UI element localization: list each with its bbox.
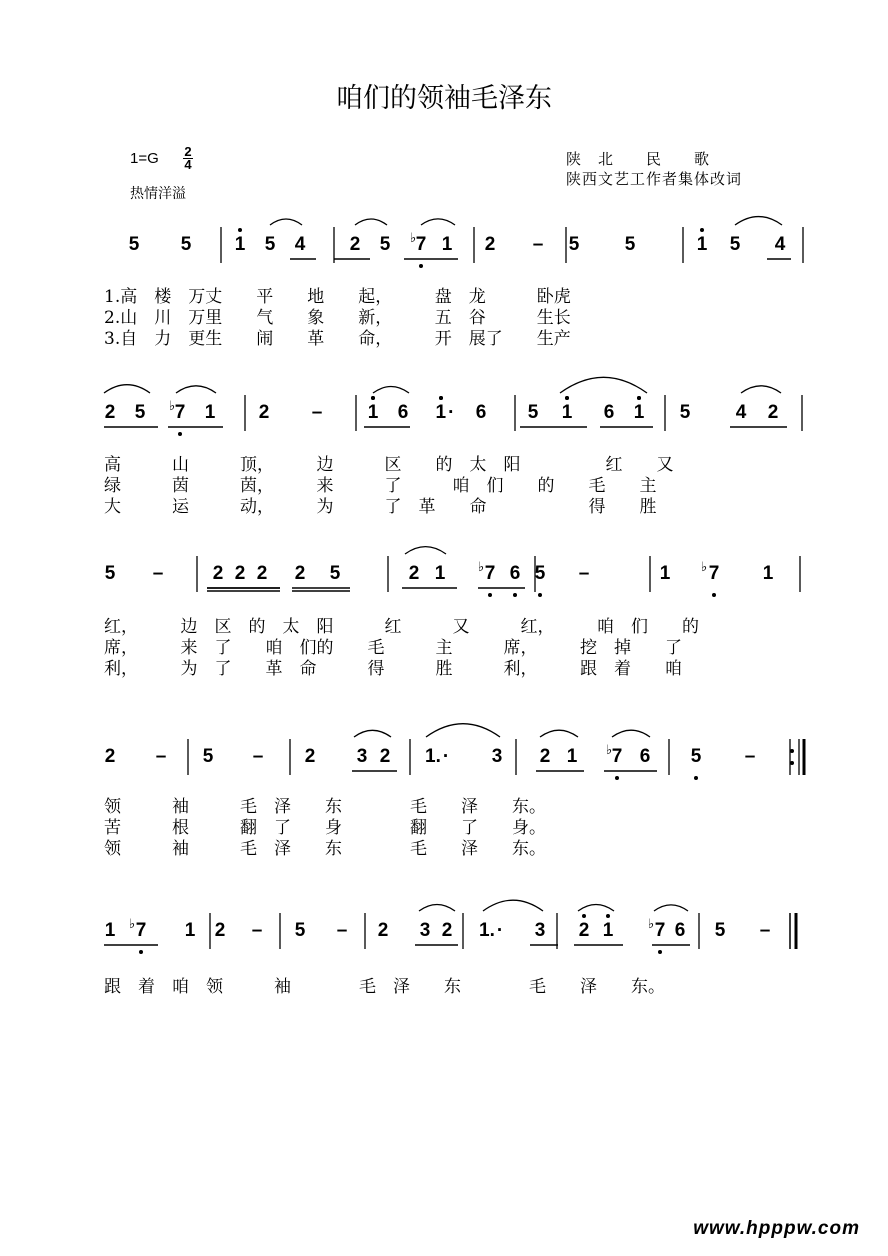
- note: 2: [578, 920, 590, 941]
- slur: [540, 730, 578, 737]
- note: 5: [128, 234, 140, 255]
- note: 7: [611, 746, 623, 767]
- flat-sign: ♭: [606, 743, 613, 758]
- note: 5: [568, 234, 580, 255]
- flat-sign: ♭: [169, 399, 176, 414]
- note: 1 ·: [435, 402, 455, 423]
- high-octave-dot: [637, 396, 641, 400]
- lyrics-line: 1.高 楼 万丈 平 地 起， 盘 龙 卧虎: [104, 287, 571, 307]
- note: 2: [408, 563, 420, 584]
- note: 2: [377, 920, 389, 941]
- note: 2: [104, 746, 116, 767]
- lyrics-line: 2.山 川 万里 气 象 新， 五 谷 生长: [104, 308, 571, 328]
- note: 2: [212, 563, 224, 584]
- slur: [354, 730, 391, 737]
- flat-sign: ♭: [410, 231, 417, 246]
- note: 2: [441, 920, 453, 941]
- note: 7: [708, 563, 720, 584]
- sustain-dash: –: [532, 234, 544, 255]
- note: 3: [491, 746, 503, 767]
- low-octave-dot: [488, 593, 492, 597]
- high-octave-dot: [582, 914, 586, 918]
- sustain-dash: –: [578, 563, 590, 584]
- note: 1: [659, 563, 671, 584]
- note: 2: [104, 402, 116, 423]
- low-octave-dot: [419, 264, 423, 268]
- note: 5: [690, 746, 702, 767]
- note: 5: [624, 234, 636, 255]
- sustain-dash: –: [252, 746, 264, 767]
- low-octave-dot: [139, 950, 143, 954]
- note: 4: [735, 402, 747, 423]
- slur: [405, 547, 446, 554]
- low-octave-dot: [615, 776, 619, 780]
- slur: [421, 219, 455, 225]
- repeat-dot: [790, 761, 794, 765]
- low-octave-dot: [712, 593, 716, 597]
- lyrics-line: 领 袖 毛 泽 东 毛 泽 东。: [104, 797, 546, 817]
- high-octave-dot: [565, 396, 569, 400]
- slur: [176, 386, 216, 393]
- flat-sign: ♭: [129, 917, 136, 932]
- slur: [104, 385, 150, 393]
- note: 4: [294, 234, 306, 255]
- note: 6: [603, 402, 615, 423]
- note: 6: [674, 920, 686, 941]
- note: 3: [534, 920, 546, 941]
- note: 2: [214, 920, 226, 941]
- high-octave-dot: [238, 228, 242, 232]
- time-signature: 2 4: [184, 144, 192, 172]
- sustain-dash: –: [152, 563, 164, 584]
- note: 7: [415, 234, 427, 255]
- note: 6: [475, 402, 487, 423]
- note: 1: [204, 402, 216, 423]
- sustain-dash: –: [744, 746, 756, 767]
- lyrics-line: 大 运 动， 为 了 革 命 得 胜: [104, 497, 657, 517]
- credit-lyricist: 陕西文艺工作者集体改词: [566, 170, 743, 188]
- note: 5: [202, 746, 214, 767]
- high-octave-dot: [700, 228, 704, 232]
- note: 5: [264, 234, 276, 255]
- note: 2: [294, 563, 306, 584]
- slur: [560, 377, 647, 393]
- lyrics-line: 跟 着 咱 领 袖 毛 泽 东 毛 泽 东。: [104, 977, 665, 997]
- lyrics-line: 高 山 顶， 边 区 的 太 阳 红 又: [104, 455, 674, 475]
- note: 1: [602, 920, 614, 941]
- slur: [735, 217, 782, 225]
- note: 5: [180, 234, 192, 255]
- note: 2: [304, 746, 316, 767]
- note: 1. ·: [479, 920, 504, 941]
- note: 1: [696, 234, 708, 255]
- note: 1: [762, 563, 774, 584]
- note: 1: [633, 402, 645, 423]
- slur: [373, 387, 409, 393]
- slur: [419, 905, 455, 911]
- note: 1: [434, 563, 446, 584]
- low-octave-dot: [178, 432, 182, 436]
- low-octave-dot: [513, 593, 517, 597]
- high-octave-dot: [439, 396, 443, 400]
- note: 1: [367, 402, 379, 423]
- note: 3: [419, 920, 431, 941]
- note: 1: [184, 920, 196, 941]
- note: 4: [774, 234, 786, 255]
- sustain-dash: –: [336, 920, 348, 941]
- slur: [612, 730, 650, 737]
- lyrics-line: 席， 来 了 咱 们的 毛 主 席， 挖 掉 了: [104, 638, 682, 658]
- flat-sign: ♭: [701, 560, 708, 575]
- tempo-marking: 热情洋溢: [130, 186, 186, 202]
- note: 7: [654, 920, 666, 941]
- slur: [270, 219, 302, 225]
- note: 5: [134, 402, 146, 423]
- note: 6: [509, 563, 521, 584]
- lyrics-line: 绿 茵 茵， 来 了 咱 们 的 毛 主: [104, 476, 657, 496]
- note: 5: [729, 234, 741, 255]
- high-octave-dot: [371, 396, 375, 400]
- note: 2: [484, 234, 496, 255]
- note: 2: [258, 402, 270, 423]
- note: 2: [234, 563, 246, 584]
- low-octave-dot: [658, 950, 662, 954]
- note: 2: [379, 746, 391, 767]
- note: 5: [534, 563, 546, 584]
- lyrics-line: 红， 边 区 的 太 阳 红 又 红， 咱 们 的: [104, 617, 699, 637]
- flat-sign: ♭: [478, 560, 485, 575]
- note: 7: [135, 920, 147, 941]
- key-signature: 1=G: [130, 150, 159, 167]
- note: 1: [566, 746, 578, 767]
- note: 5: [679, 402, 691, 423]
- note: 2: [539, 746, 551, 767]
- slur: [578, 905, 614, 911]
- note: 7: [174, 402, 186, 423]
- note: 1: [104, 920, 116, 941]
- flat-sign: ♭: [648, 917, 655, 932]
- lyrics-line: 利， 为 了 革 命 得 胜 利， 跟 着 咱: [104, 659, 682, 679]
- note: 2: [767, 402, 779, 423]
- watermark: www.hpppw.com: [693, 1218, 860, 1239]
- note: 5: [379, 234, 391, 255]
- low-octave-dot: [694, 776, 698, 780]
- credit-origin: 陕 北 民 歌: [566, 150, 711, 168]
- lyrics-line: 3.自 力 更生 闹 革 命， 开 展了 生产: [104, 329, 571, 349]
- lyrics-line: 领 袖 毛 泽 东 毛 泽 东。: [104, 839, 546, 859]
- note: 1: [561, 402, 573, 423]
- note: 1: [234, 234, 246, 255]
- note: 7: [484, 563, 496, 584]
- sustain-dash: –: [251, 920, 263, 941]
- note: 3: [356, 746, 368, 767]
- slur: [483, 900, 543, 911]
- repeat-dot: [790, 749, 794, 753]
- sustain-dash: –: [311, 402, 323, 423]
- song-title: 咱们的领袖毛泽东: [336, 83, 552, 114]
- slur: [426, 724, 500, 737]
- low-octave-dot: [538, 593, 542, 597]
- slur: [741, 386, 781, 393]
- note: 1. ·: [425, 746, 450, 767]
- note: 5: [527, 402, 539, 423]
- note: 6: [397, 402, 409, 423]
- note: 5: [294, 920, 306, 941]
- note: 2: [349, 234, 361, 255]
- note: 1: [441, 234, 453, 255]
- sustain-dash: –: [155, 746, 167, 767]
- slur: [654, 905, 688, 911]
- sustain-dash: –: [759, 920, 771, 941]
- note: 6: [639, 746, 651, 767]
- note: 2: [256, 563, 268, 584]
- lyrics-line: 苦 根 翻 了 身 翻 了 身。: [104, 818, 546, 838]
- high-octave-dot: [606, 914, 610, 918]
- slur: [355, 219, 387, 225]
- note: 5: [714, 920, 726, 941]
- note: 5: [104, 563, 116, 584]
- note: 5: [329, 563, 341, 584]
